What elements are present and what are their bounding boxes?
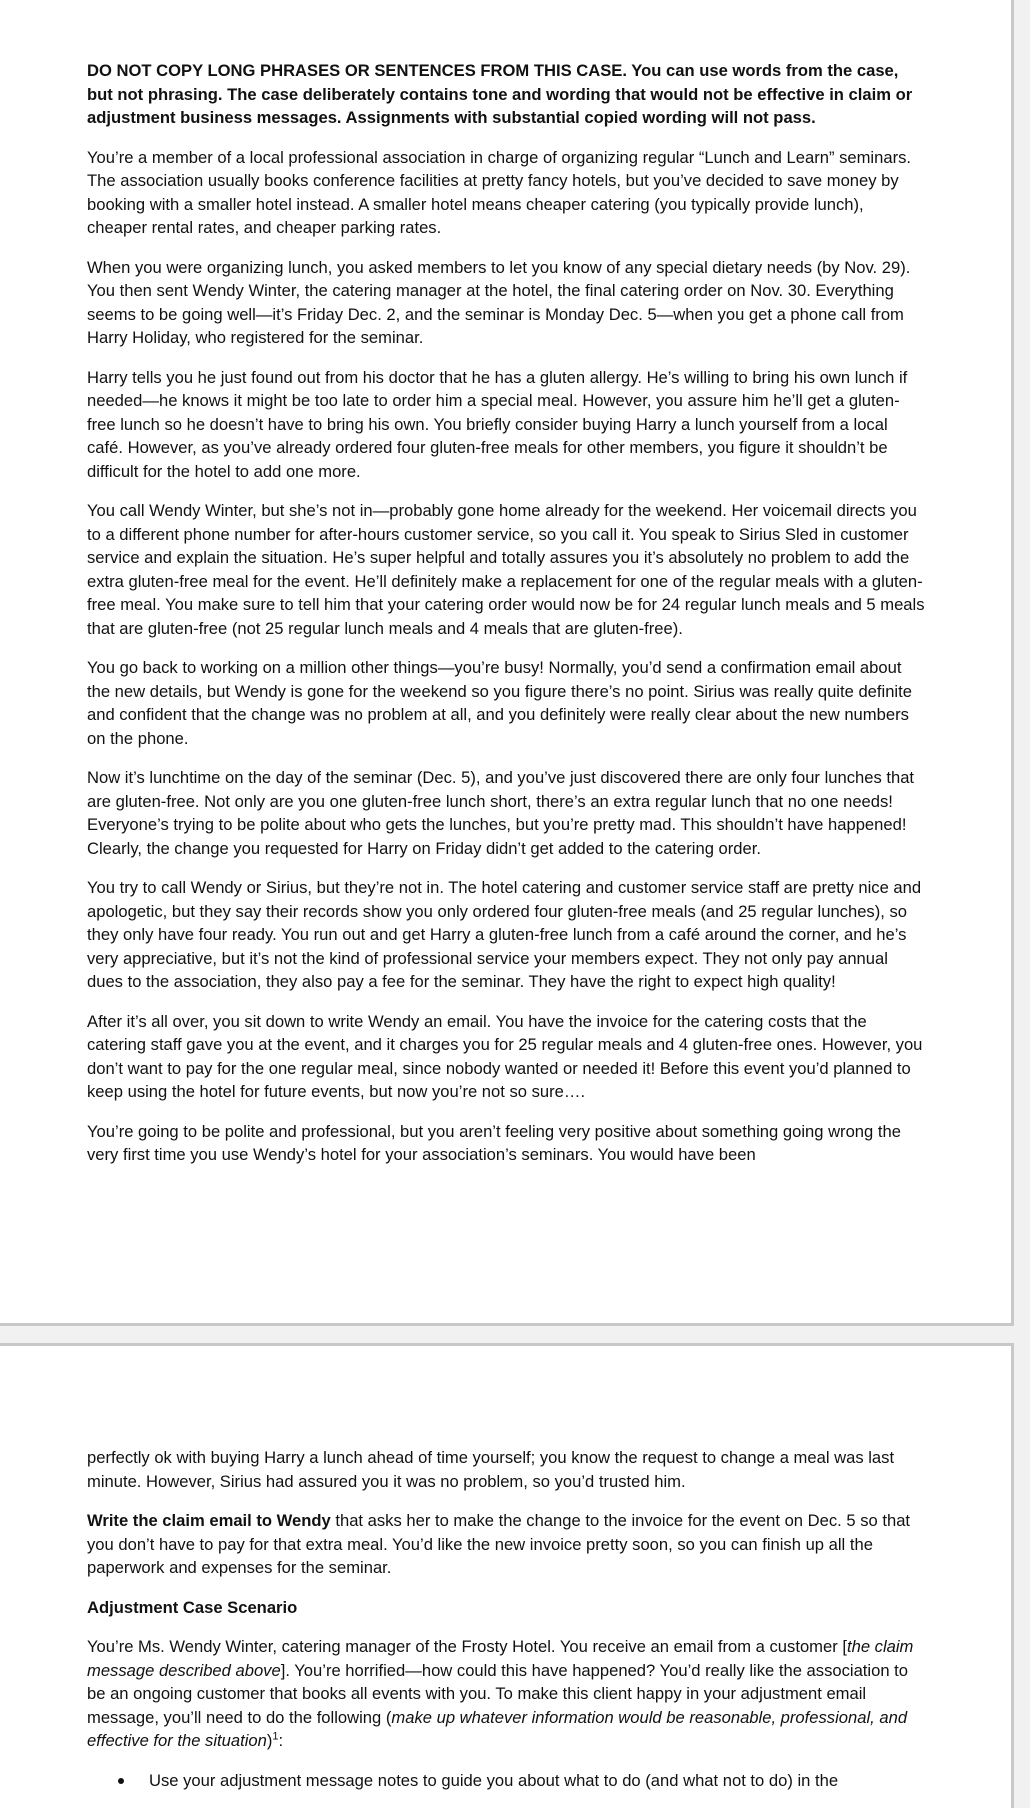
adj-text: )	[266, 1731, 273, 1750]
paragraph-continuation: perfectly ok with buying Harry a lunch ahead of time yourself; you know the request to change a meal was last minute. However, Sirius had assured you it was no problem, so you’d trusted him.	[87, 1448, 895, 1491]
copy-warning: DO NOT COPY LONG PHRASES OR SENTENCES FROM THIS CASE. You can use words from the case, but not phrasing. The case deliberately contains tone and wording that would not be effective in claim or adjustment business messages. Assignments with substantial copied wording will not pass.	[87, 61, 913, 127]
adj-text: :	[278, 1731, 284, 1750]
paragraph: Now it’s lunchtime on the day of the seminar (Dec. 5), and you’ve just discovered there are only four lunches that are gluten-free. Not only are you one gluten-free lunch short, there’s an extra regular lunch that no one needs! Everyone’s trying to be polite about who gets the lunches, but you’re pretty mad. This shouldn’t have happened! Clearly, the change you requested for Harry on Friday didn’t get added to the catering order.	[87, 768, 915, 858]
section-heading: Adjustment Case Scenario	[87, 1597, 298, 1617]
paragraph: You try to call Wendy or Sirius, but they’re not in. The hotel catering and customer service staff are pretty nice and apologetic, but they say their records show you only ordered four gluten-free meals (and 25 regular lunches), so they only have four ready. You run out and get Harry a gluten-free lunch from a café around the corner, and he’s very appreciative, but it’s not the kind of professional service your members expect. They not only pay annual dues to the association, they also pay a fee for the seminar. They have the right to expect high quality!	[87, 878, 922, 991]
adj-italic: the claim message described above	[87, 1637, 914, 1680]
page-2-content	[87, 1446, 925, 1792]
list-item: Use your adjustment message notes to guide you about what to do (and what not to do) in the	[149, 1769, 925, 1793]
claim-instruction-text: that asks her to make the change to the invoice for the event on Dec. 5 so that you don’t have to pay for that extra meal. You’d like the new invoice pretty soon, so you can finish up all the paperwork and expenses for the seminar.	[87, 1511, 911, 1577]
adj-text: You’re Ms. Wendy Winter, catering manager of the Frosty Hotel. You receive an email from a customer [	[87, 1637, 847, 1656]
paragraph: You call Wendy Winter, but she’s not in—probably gone home already for the weekend. Her voicemail directs you to a different phone number for after-hours customer service, so you call it. You speak to Sirius Sled in customer service and explain the situation. He’s super helpful and totally assures you it’s absolutely no problem to add the extra gluten-free meal for the event. He’ll definitely make a replacement for one of the regular meals with a gluten-free meal. You make sure to tell him that your catering order would now be for 24 regular lunch meals and 5 meals that are gluten-free (not 25 regular lunch meals and 4 meals that are gluten-free).	[87, 501, 925, 638]
adjustment-paragraph	[87, 1635, 925, 1753]
adj-text: ]. You’re horrified—how could this have happened? You’d really like the association to be an ongoing customer that books all events with you. To make this client happy in your adjustment email message, you’ll need to do the following (	[87, 1660, 909, 1727]
paragraph: Harry tells you he just found out from his doctor that he has a gluten allergy. He’s willing to bring his own lunch if needed—he knows it might be too late to order him a special meal. However, you assure him he’ll get a gluten-free lunch so he doesn’t have to bring his own. You briefly consider buying Harry a lunch yourself from a local café. However, as you’ve already ordered four gluten-free meals for other members, you figure it shouldn’t be difficult for the hotel to add one more.	[87, 367, 908, 481]
claim-instruction-bold: Write the claim email to Wendy	[87, 1511, 331, 1530]
paragraph: You’re a member of a local professional association in charge of organizing regular “Lunch and Learn” seminars. The association usually books conference facilities at pretty fancy hotels, but you’ve decided to save money by booking with a smaller hotel instead. A smaller hotel means cheaper catering (you typically provide lunch), cheaper rental rates, and cheaper parking rates.	[87, 147, 912, 237]
footnote-ref: 1	[272, 1730, 279, 1743]
document-page-2	[0, 1343, 1014, 1808]
page-1-content	[87, 59, 925, 1183]
adj-italic: make up whatever information would be reasonable, professional, and effective for the situation	[87, 1707, 908, 1750]
paragraph: You’re going to be polite and professional, but you aren’t feeling very positive about something going wrong the very first time you use Wendy’s hotel for your association’s seminars. You would have been	[87, 1121, 901, 1164]
paragraph: After it’s all over, you sit down to write Wendy an email. You have the invoice for the catering costs that the catering staff gave you at the event, and it charges you for 25 regular meals and 4 gluten-free ones. However, you don’t want to pay for the one regular meal, since nobody wanted or needed it! Before this event you’d planned to keep using the hotel for future events, but now you’re not so sure….	[87, 1011, 923, 1101]
instruction-list	[87, 1769, 925, 1793]
claim-instruction	[87, 1509, 925, 1580]
paragraph: When you were organizing lunch, you asked members to let you know of any special dietary needs (by Nov. 29). You then sent Wendy Winter, the catering manager at the hotel, the final catering order on Nov. 30. Everything seems to be going well—it’s Friday Dec. 2, and the seminar is Monday Dec. 5—when you get a phone call from Harry Holiday, who registered for the seminar.	[87, 257, 911, 347]
paragraph: You go back to working on a million other things—you’re busy! Normally, you’d send a confirmation email about the new details, but Wendy is gone for the weekend so you figure there’s no point. Sirius was really quite definite and confident that the change was no problem at all, and you definitely were really clear about the new numbers on the phone.	[87, 658, 912, 748]
